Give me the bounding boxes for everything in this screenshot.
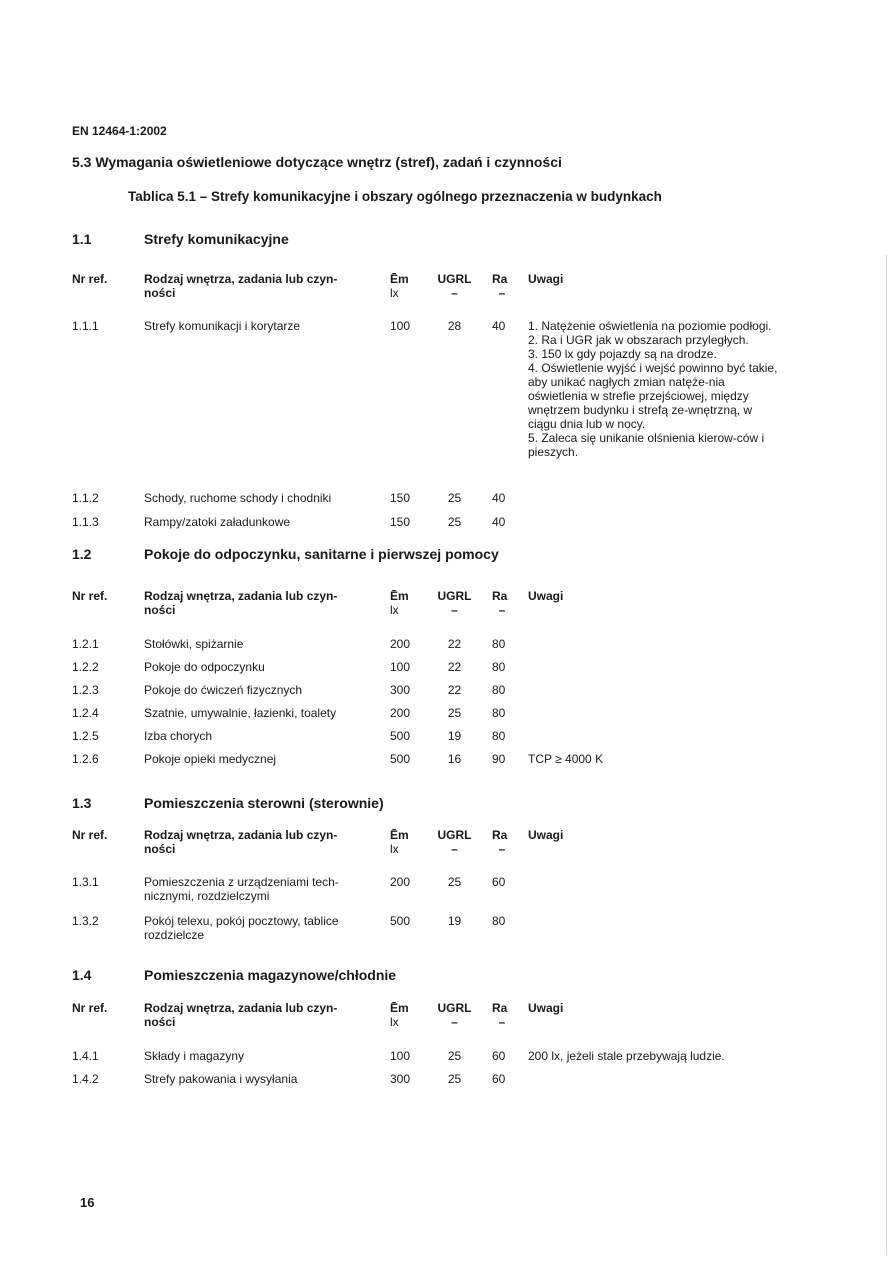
row-em: 100	[390, 1049, 411, 1063]
col-header-notes: Uwagi	[528, 828, 564, 842]
row-ugr: 28	[447, 319, 462, 333]
col-header-ugr	[432, 272, 477, 300]
col-header-ra	[492, 589, 512, 617]
row-ref: 1.1.2	[72, 491, 99, 505]
col-header-ref: Nr ref.	[72, 589, 108, 603]
row-ugr: 16	[447, 752, 462, 766]
col-header-desc: Rodzaj wnętrza, zadania lub czyn-ności	[144, 1001, 338, 1029]
row-notes	[528, 319, 778, 459]
ra-unit: –	[498, 603, 506, 617]
row-em: 300	[390, 1072, 411, 1086]
ugr-symbol: UGRL	[437, 589, 472, 603]
row-ref: 1.1.3	[72, 515, 99, 529]
row-notes: TCP ≥ 4000 K	[528, 752, 604, 766]
row-ra: 80	[492, 637, 506, 651]
row-ugr: 22	[447, 660, 462, 674]
row-ugr: 25	[447, 706, 462, 720]
row-ref: 1.2.2	[72, 660, 99, 674]
ra-unit: –	[498, 1015, 506, 1029]
row-desc: Pokoje opieki medycznej	[144, 752, 277, 766]
row-em: 150	[390, 515, 411, 529]
col-header-notes: Uwagi	[528, 272, 564, 286]
row-ra: 60	[492, 1072, 506, 1086]
row-ref: 1.2.1	[72, 637, 99, 651]
ugr-symbol: UGRL	[437, 272, 472, 286]
row-notes: 200 lx, jeżeli stale przebywają ludzie.	[528, 1049, 725, 1063]
row-ref: 1.1.1	[72, 319, 99, 333]
col-header-em	[390, 828, 430, 856]
ra-symbol: Ra	[492, 272, 508, 286]
row-ugr: 22	[447, 637, 462, 651]
row-ref: 1.3.1	[72, 875, 99, 889]
em-unit: lx	[390, 603, 399, 617]
row-ra: 40	[492, 515, 506, 529]
group-1-4	[72, 967, 772, 1086]
col-header-ugr	[432, 1001, 477, 1029]
row-ra: 40	[492, 491, 506, 505]
ugr-symbol: UGRL	[437, 828, 472, 842]
row-ref: 1.2.3	[72, 683, 99, 697]
group-number: 1.4	[72, 967, 92, 983]
row-desc: Pomieszczenia z urządzeniami tech-nicznymi, rozdzielczymi	[144, 875, 339, 903]
row-ra: 80	[492, 683, 506, 697]
row-ugr: 25	[447, 515, 462, 529]
row-desc: Składy i magazyny	[144, 1049, 245, 1063]
row-ra: 80	[492, 914, 506, 928]
note-item: 5. Zaleca się unikanie olśnienia kierow-ców i pieszych.	[528, 431, 765, 459]
row-em: 200	[390, 706, 411, 720]
group-title: Strefy komunikacyjne	[144, 231, 289, 247]
note-item: 2. Ra i UGR jak w obszarach przyległych.	[528, 333, 749, 347]
row-em: 200	[390, 875, 411, 889]
row-ugr: 19	[447, 729, 462, 743]
group-1-3	[72, 795, 772, 955]
ra-symbol: Ra	[492, 589, 508, 603]
document-id: EN 12464-1:2002	[72, 124, 167, 138]
row-desc: Strefy komunikacji i korytarze	[144, 319, 301, 333]
row-em: 500	[390, 914, 411, 928]
row-desc: Rampy/zatoki załadunkowe	[144, 515, 291, 529]
col-header-ref: Nr ref.	[72, 272, 108, 286]
em-symbol: Ēm	[390, 828, 409, 842]
row-desc: Izba chorych	[144, 729, 213, 743]
col-header-ra	[492, 1001, 512, 1029]
group-1-2	[72, 546, 772, 776]
row-ugr: 25	[447, 1072, 462, 1086]
ugr-unit: –	[451, 286, 458, 300]
em-symbol: Ēm	[390, 272, 409, 286]
row-em: 300	[390, 683, 411, 697]
row-em: 100	[390, 660, 411, 674]
group-title: Pomieszczenia sterowni (sterownie)	[144, 795, 384, 811]
col-header-em	[390, 1001, 430, 1029]
col-header-notes: Uwagi	[528, 1001, 564, 1015]
note-item: 3. 150 lx gdy pojazdy są na drodze.	[528, 347, 717, 361]
row-desc: Schody, ruchome schody i chodniki	[144, 491, 332, 505]
group-title: Pomieszczenia magazynowe/chłodnie	[144, 967, 397, 983]
col-header-em	[390, 272, 430, 300]
row-ra: 80	[492, 729, 506, 743]
row-desc: Stołówki, spiżarnie	[144, 637, 244, 651]
row-ugr: 22	[447, 683, 462, 697]
row-em: 200	[390, 637, 411, 651]
row-ugr: 25	[447, 875, 462, 889]
ra-symbol: Ra	[492, 1001, 508, 1015]
col-header-desc: Rodzaj wnętrza, zadania lub czyn-ności	[144, 272, 338, 300]
scan-edge-line	[886, 255, 887, 1255]
row-ref: 1.3.2	[72, 914, 99, 928]
em-symbol: Ēm	[390, 1001, 409, 1015]
ra-unit: –	[498, 286, 506, 300]
group-number: 1.1	[72, 231, 92, 247]
col-header-notes: Uwagi	[528, 589, 564, 603]
col-header-em	[390, 589, 430, 617]
ugr-unit: –	[451, 603, 458, 617]
em-unit: lx	[390, 842, 399, 856]
group-number: 1.3	[72, 795, 92, 811]
row-desc: Strefy pakowania i wysyłania	[144, 1072, 298, 1086]
row-ref: 1.2.4	[72, 706, 99, 720]
table-caption: Tablica 5.1 – Strefy komunikacyjne i obszary ogólnego przeznaczenia w budynkach	[128, 189, 662, 204]
col-header-desc: Rodzaj wnętrza, zadania lub czyn-ności	[144, 828, 338, 856]
row-ref: 1.4.1	[72, 1049, 99, 1063]
row-desc: Szatnie, umywalnie, łazienki, toalety	[144, 706, 337, 720]
em-unit: lx	[390, 286, 399, 300]
row-ra: 40	[492, 319, 506, 333]
row-em: 150	[390, 491, 411, 505]
row-desc: Pokoje do odpoczynku	[144, 660, 265, 674]
row-ra: 80	[492, 706, 506, 720]
row-ugr: 25	[447, 1049, 462, 1063]
ugr-unit: –	[451, 842, 458, 856]
col-header-ugr	[432, 828, 477, 856]
row-desc: Pokoje do ćwiczeń fizycznych	[144, 683, 303, 697]
col-header-ra	[492, 828, 512, 856]
em-symbol: Ēm	[390, 589, 409, 603]
ugr-unit: –	[451, 1015, 458, 1029]
note-item: 4. Oświetlenie wyjść i wejść powinno być takie, aby unikać nagłych zmian natęże-nia oświetlenia w strefie przejściowej, między wnętrzem budynku i strefą ze-wnętrzną, w ciągu dnia lub w nocy.	[528, 361, 778, 431]
row-ugr: 19	[447, 914, 462, 928]
row-ra: 90	[492, 752, 506, 766]
group-title: Pokoje do odpoczynku, sanitarne i pierwszej pomocy	[144, 546, 499, 562]
col-header-ugr	[432, 589, 477, 617]
col-header-ra	[492, 272, 512, 300]
section-heading: 5.3 Wymagania oświetleniowe dotyczące wnętrz (stref), zadań i czynności	[72, 154, 562, 170]
row-em: 500	[390, 752, 411, 766]
row-ra: 60	[492, 875, 506, 889]
note-item: 1. Natężenie oświetlenia na poziomie podłogi.	[528, 319, 772, 333]
ra-symbol: Ra	[492, 828, 508, 842]
col-header-desc: Rodzaj wnętrza, zadania lub czyn-ności	[144, 589, 338, 617]
row-em: 500	[390, 729, 411, 743]
ra-unit: –	[498, 842, 506, 856]
em-unit: lx	[390, 1015, 399, 1029]
row-ref: 1.4.2	[72, 1072, 99, 1086]
group-1-1	[72, 231, 778, 531]
col-header-ref: Nr ref.	[72, 1001, 108, 1015]
group-number: 1.2	[72, 546, 92, 562]
row-ra: 60	[492, 1049, 506, 1063]
col-header-ref: Nr ref.	[72, 828, 108, 842]
row-desc: Pokój telexu, pokój pocztowy, tablice rozdzielcze	[144, 914, 339, 942]
row-ugr: 25	[447, 491, 462, 505]
ugr-symbol: UGRL	[437, 1001, 472, 1015]
row-ref: 1.2.6	[72, 752, 99, 766]
page-number: 16	[80, 1195, 95, 1210]
row-ra: 80	[492, 660, 506, 674]
row-em: 100	[390, 319, 411, 333]
row-ref: 1.2.5	[72, 729, 99, 743]
